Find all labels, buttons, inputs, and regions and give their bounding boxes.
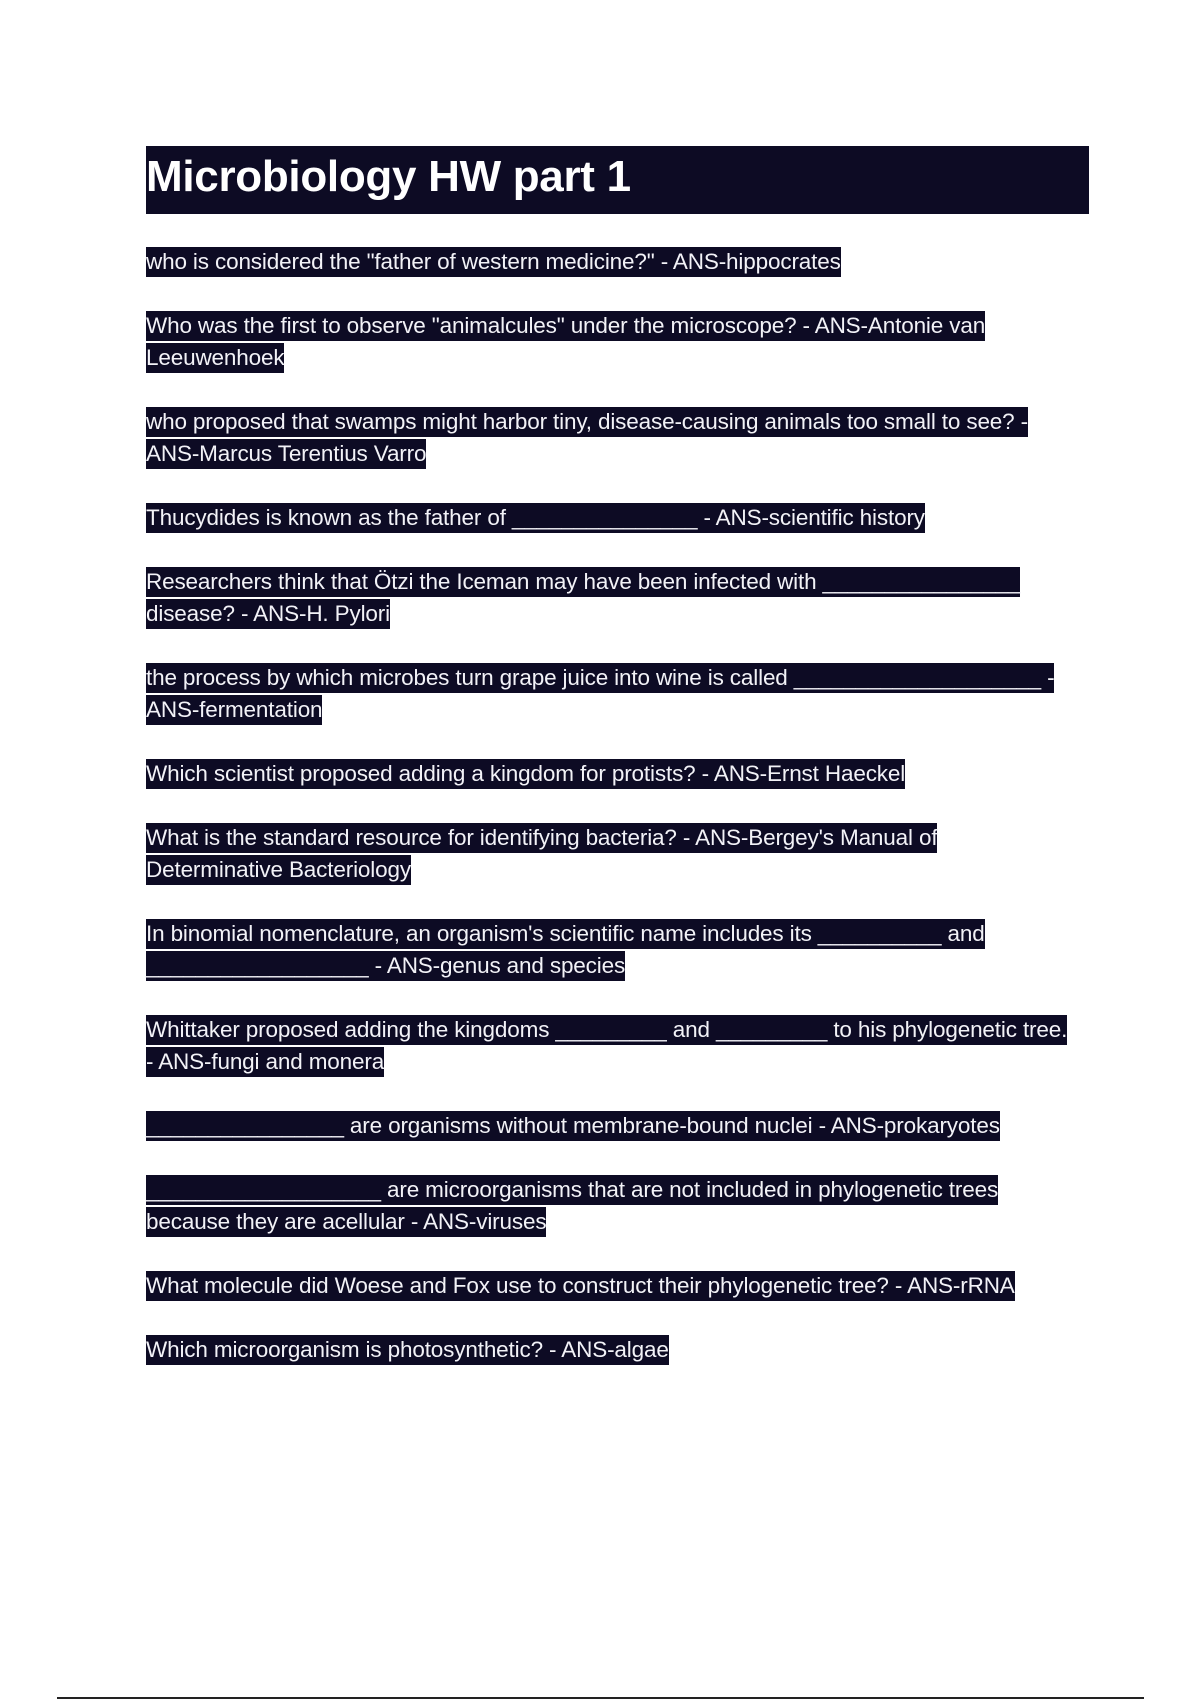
qa-item — [146, 758, 1076, 790]
qa-item — [146, 1110, 1076, 1142]
footer-divider — [57, 1697, 1144, 1699]
qa-text: Which microorganism is photosynthetic? - ANS-algae — [146, 1335, 669, 1365]
qa-item — [146, 566, 1076, 630]
qa-list — [146, 246, 1089, 1366]
qa-text: who is considered the "father of western medicine?" - ANS-hippocrates — [146, 247, 841, 277]
qa-item — [146, 246, 1076, 278]
qa-text: ________________ are organisms without membrane-bound nuclei - ANS-prokaryotes — [146, 1111, 1000, 1141]
qa-text: the process by which microbes turn grape juice into wine is called ____________________ - ANS-fermentation — [146, 663, 1054, 725]
qa-text: Thucydides is known as the father of _______________ - ANS-scientific history — [146, 503, 925, 533]
qa-text: ___________________ are microorganisms that are not included in phylogenetic trees because they are acellular - ANS-viruses — [146, 1175, 998, 1237]
qa-text: who proposed that swamps might harbor tiny, disease-causing animals too small to see? - ANS-Marcus Terentius Varro — [146, 407, 1028, 469]
document-title: Microbiology HW part 1 — [146, 152, 631, 201]
qa-item — [146, 1334, 1076, 1366]
qa-item — [146, 662, 1076, 726]
title-banner — [146, 146, 1089, 214]
qa-item — [146, 310, 1076, 374]
document-page — [146, 146, 1089, 1398]
qa-item — [146, 1270, 1076, 1302]
qa-text: Who was the first to observe "animalcules" under the microscope? - ANS-Antonie van Leeuwenhoek — [146, 311, 985, 373]
qa-item — [146, 1174, 1076, 1238]
qa-text: In binomial nomenclature, an organism's scientific name includes its __________ and __________________ - ANS-genus and species — [146, 919, 985, 981]
qa-text: Which scientist proposed adding a kingdom for protists? - ANS-Ernst Haeckel — [146, 759, 905, 789]
qa-text: Researchers think that Ötzi the Iceman may have been infected with ________________ disease? - ANS-H. Pylori — [146, 567, 1020, 629]
qa-item — [146, 822, 1076, 886]
qa-item — [146, 1014, 1076, 1078]
qa-text: What is the standard resource for identifying bacteria? - ANS-Bergey's Manual of Determinative Bacteriology — [146, 823, 937, 885]
qa-text: What molecule did Woese and Fox use to construct their phylogenetic tree? - ANS-rRNA — [146, 1271, 1015, 1301]
qa-item — [146, 918, 1076, 982]
qa-text: Whittaker proposed adding the kingdoms _________ and _________ to his phylogenetic tree. - ANS-fungi and monera — [146, 1015, 1067, 1077]
qa-item — [146, 406, 1076, 470]
qa-item — [146, 502, 1076, 534]
